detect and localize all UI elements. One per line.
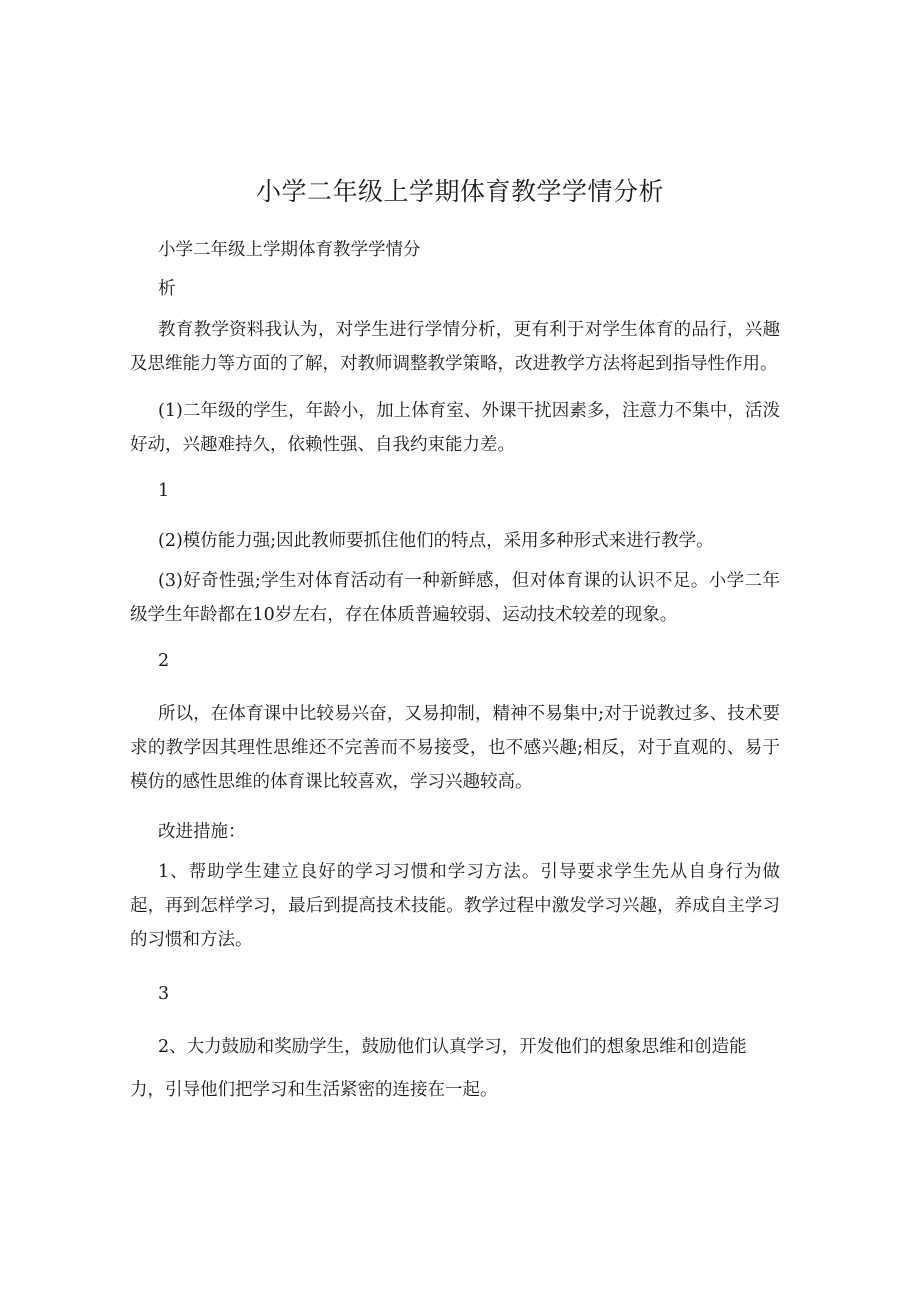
document-title: 小学二年级上学期体育教学学情分析	[255, 177, 664, 206]
measure-2-line-1: 2、大力鼓励和奖励学生，鼓励他们认真学习，开发他们的想象思维和创造能	[158, 1037, 747, 1057]
subtitle-line-1: 小学二年级上学期体育教学学情分	[158, 240, 421, 260]
point-2-paragraph: (2)模仿能力强;因此教师要抓住他们的特点，采用多种形式来进行教学。	[158, 531, 714, 551]
measure-1-paragraph: 1、帮助学生建立良好的学习习惯和学习方法。引导要求学生先从自身行为做起，再到怎样学习，最后到提高技术技能。教学过程中激发学习兴趣，养成自主学习的习惯和方法。	[130, 862, 780, 950]
page-number-1: 1	[158, 481, 170, 501]
point-1-paragraph: (1)二年级的学生，年龄小，加上体育室、外课干扰因素多，注意力不集中，活泼好动，兴趣难持久，依赖性强、自我约束能力差。	[130, 401, 780, 455]
point-3-paragraph: (3)好奇性强;学生对体育活动有一种新鲜感，但对体育课的认识不足。小学二年级学生年龄都在10岁左右，存在体质普遍较弱、运动技术较差的现象。	[130, 571, 780, 625]
subtitle-line-2: 析	[158, 279, 176, 299]
page-number-3: 3	[158, 984, 170, 1004]
measure-2-line-2: 力，引导他们把学习和生活紧密的连接在一起。	[130, 1080, 498, 1100]
analysis-paragraph: 所以，在体育课中比较易兴奋，又易抑制，精神不易集中;对于说教过多、技术要求的教学因其理性思维还不完善而不易接受，也不感兴趣;相反，对于直观的、易于模仿的感性思维的体育课比较喜欢，学习兴趣较高。	[130, 704, 780, 792]
intro-paragraph: 教育教学资料我认为，对学生进行学情分析，更有利于对学生体育的品行，兴趣及思维能力等方面的了解，对教师调整教学策略，改进教学方法将起到指导性作用。	[130, 320, 780, 374]
page-number-2: 2	[158, 651, 170, 671]
measures-heading: 改进措施：	[158, 822, 246, 842]
